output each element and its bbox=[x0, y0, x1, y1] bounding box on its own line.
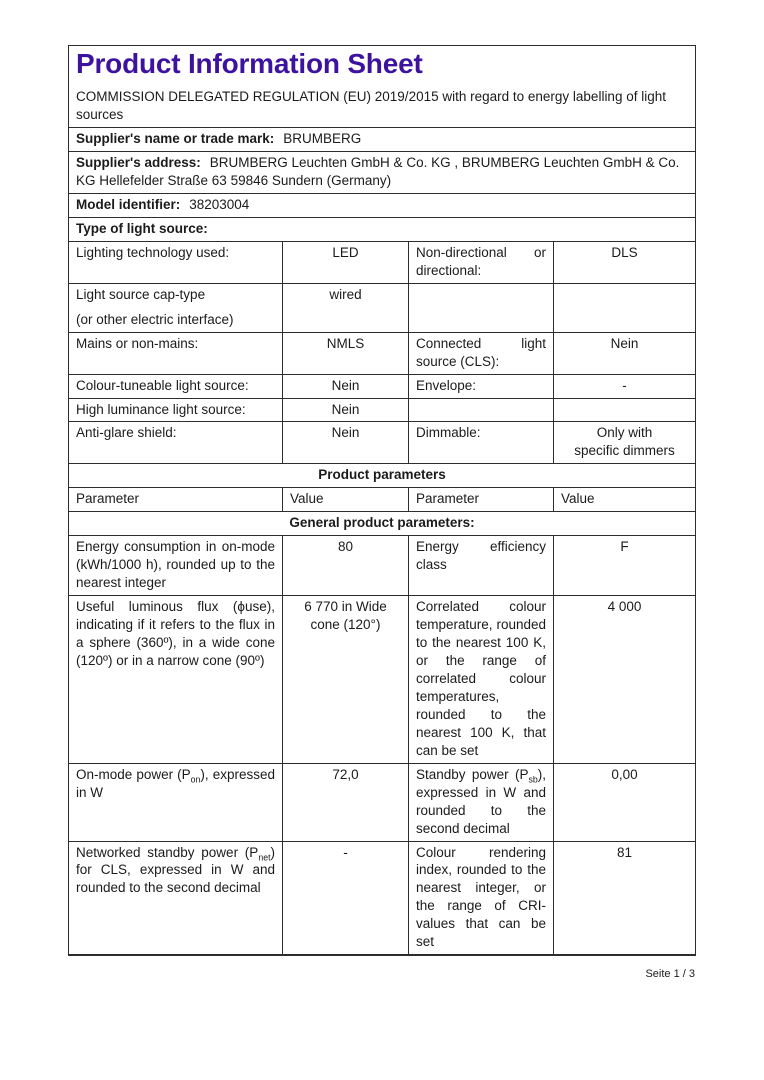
value-cell: Nein bbox=[554, 332, 696, 374]
page-number: Seite 1 / 3 bbox=[645, 968, 695, 981]
page-title: Product Information Sheet bbox=[76, 48, 423, 79]
param-cell: Lighting technology used: bbox=[69, 241, 283, 283]
param-cell: Dimmable: bbox=[409, 422, 554, 464]
table-row bbox=[69, 398, 696, 422]
param-cell: Anti-glare shield: bbox=[69, 422, 283, 464]
supplier-address-value: BRUMBERG Leuchten GmbH & Co. KG , BRUMBERG Leuchten GmbH & Co. KG Hellefelder Straße 63 59846 Sundern (Germany) bbox=[76, 155, 680, 188]
table-row bbox=[69, 536, 696, 596]
param-cell: Standby power $(P_{sb})$, expressed in W and rounded to the second decimal bbox=[409, 763, 554, 841]
document-page bbox=[0, 45, 764, 1080]
empty-cell bbox=[409, 398, 554, 422]
type-of-light-source-label: Type of light source: bbox=[76, 220, 208, 236]
param-cell: Energy consumption in on-mode (kWh/1000 h), rounded up to the nearest integer bbox=[69, 536, 283, 596]
param-cell: On-mode power $(P_{on})$, expressed in W bbox=[69, 763, 283, 841]
empty-cell bbox=[554, 398, 696, 422]
model-identifier-cell bbox=[69, 193, 696, 217]
value-cell: Nein bbox=[283, 398, 409, 422]
param-cell: Envelope: bbox=[409, 374, 554, 398]
table-row bbox=[69, 488, 696, 512]
param-cell: Connected light source (CLS): bbox=[409, 332, 554, 374]
table-row bbox=[69, 422, 696, 464]
table-row bbox=[69, 241, 696, 283]
param-cell: Mains or non-mains: bbox=[69, 332, 283, 374]
value-cell: LED bbox=[283, 241, 409, 283]
value-cell: 80 bbox=[283, 536, 409, 596]
table-row bbox=[69, 512, 696, 536]
table-row bbox=[69, 841, 696, 955]
section-product-parameters: Product parameters bbox=[69, 464, 696, 488]
param-cell: Networked standby power $(P_{net})$ for CLS, expressed in W and rounded to the second decimal bbox=[69, 841, 283, 955]
value-cell: - bbox=[283, 841, 409, 955]
table-row bbox=[69, 46, 696, 128]
table-row bbox=[69, 193, 696, 217]
column-header: Parameter bbox=[409, 488, 554, 512]
value-cell: 6 770 in Wide cone (120°) bbox=[283, 596, 409, 764]
param-cell: Light source cap-type (or other electric interface) bbox=[69, 283, 283, 332]
empty-cell bbox=[409, 283, 554, 332]
table-row bbox=[69, 283, 696, 332]
table-row bbox=[69, 128, 696, 152]
supplier-name-label: Supplier's name or trade mark: bbox=[76, 131, 275, 147]
table-row bbox=[69, 332, 696, 374]
value-cell: Only with specific dimmers bbox=[554, 422, 696, 464]
empty-cell bbox=[554, 283, 696, 332]
product-info-table bbox=[68, 45, 696, 956]
supplier-name-cell bbox=[69, 128, 696, 152]
value-cell: 72,0 bbox=[283, 763, 409, 841]
param-cell: Energy efficiency class bbox=[409, 536, 554, 596]
table-row bbox=[69, 596, 696, 764]
table-row bbox=[69, 152, 696, 194]
table-row bbox=[69, 374, 696, 398]
page-subtitle: COMMISSION DELEGATED REGULATION (EU) 2019/2015 with regard to energy labelling of light sources bbox=[76, 89, 666, 123]
column-header: Parameter bbox=[69, 488, 283, 512]
param-cell: Non-directional or directional: bbox=[409, 241, 554, 283]
section-general-product-parameters: General product parameters: bbox=[69, 512, 696, 536]
value-cell: - bbox=[554, 374, 696, 398]
param-cell: High luminance light source: bbox=[69, 398, 283, 422]
model-identifier-label: Model identifier: bbox=[76, 196, 181, 212]
param-cell: Useful luminous flux (ϕuse), indicating if it refers to the flux in a sphere (360º), in a wide cone (120º) or in a narrow cone (90º) bbox=[69, 596, 283, 764]
param-cell: Colour-tuneable light source: bbox=[69, 374, 283, 398]
value-cell: wired bbox=[283, 283, 409, 332]
table-row bbox=[69, 464, 696, 488]
column-header: Value bbox=[554, 488, 696, 512]
value-cell: Nein bbox=[283, 422, 409, 464]
supplier-name-value: BRUMBERG bbox=[283, 131, 362, 147]
value-cell: NMLS bbox=[283, 332, 409, 374]
header-cell bbox=[69, 46, 696, 128]
column-header: Value bbox=[283, 488, 409, 512]
value-cell: 4 000 bbox=[554, 596, 696, 764]
supplier-address-cell bbox=[69, 152, 696, 194]
value-cell: F bbox=[554, 536, 696, 596]
value-cell: 81 bbox=[554, 841, 696, 955]
table-row bbox=[69, 217, 696, 241]
model-identifier-value: 38203004 bbox=[189, 196, 250, 212]
supplier-address-label: Supplier's address: bbox=[76, 155, 201, 171]
value-cell: 0,00 bbox=[554, 763, 696, 841]
param-cell: Colour rendering index, rounded to the nearest integer, or the range of CRI-values that can be set bbox=[409, 841, 554, 955]
table-row bbox=[69, 763, 696, 841]
value-cell: Nein bbox=[283, 374, 409, 398]
type-of-light-source-cell bbox=[69, 217, 696, 241]
param-cell: Correlated colour temperature, rounded to the nearest 100 K, or the range of correlated colour temperatures, rounded to the nearest 100 K, that can be set bbox=[409, 596, 554, 764]
value-cell: DLS bbox=[554, 241, 696, 283]
